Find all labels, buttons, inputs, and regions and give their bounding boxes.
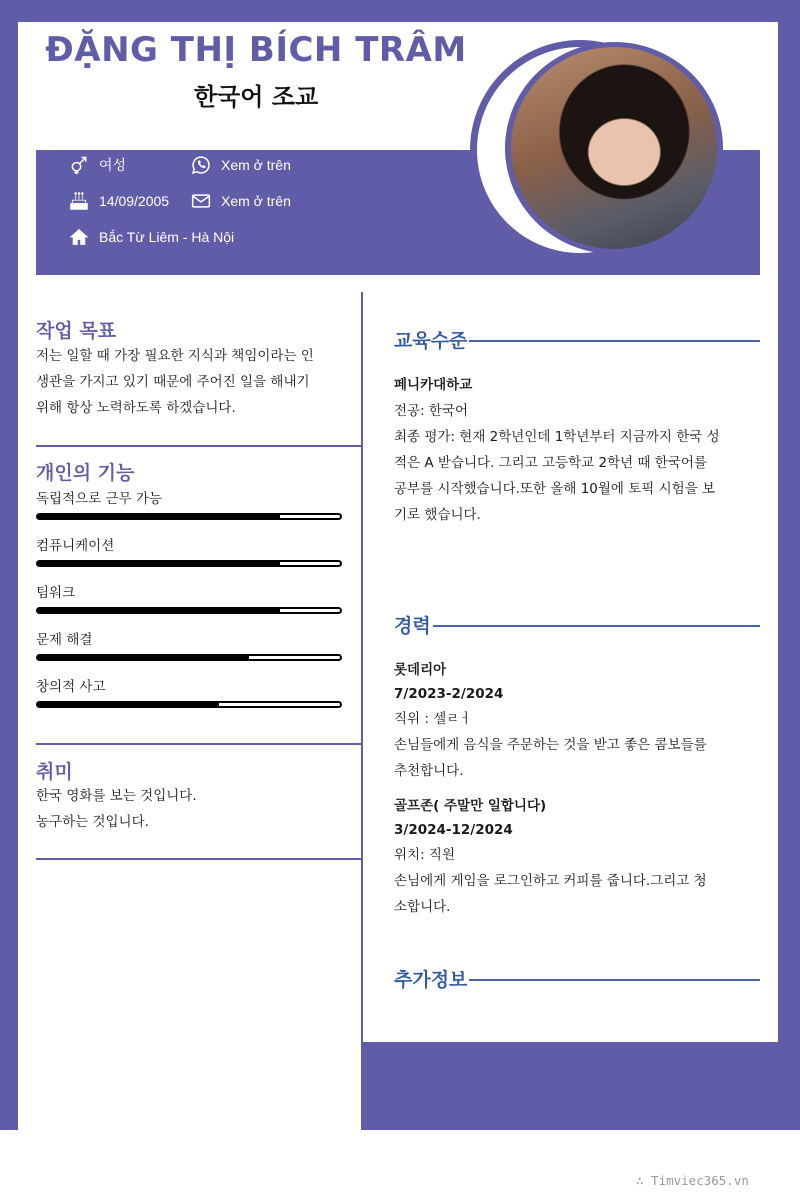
frame-top [0, 0, 800, 22]
heading-rule [469, 340, 760, 342]
education-desc [394, 424, 740, 528]
section-divider [36, 743, 361, 745]
contact-gender [68, 154, 126, 176]
objective-line: 위해 항상 노력하도록 하겠습니다. [36, 400, 236, 416]
column-divider [361, 292, 363, 1130]
watermark: ∴ Timviec365.vn [636, 1173, 749, 1188]
job-company: 롯데리아 [394, 662, 447, 678]
gender-text: 여성 [99, 157, 127, 173]
education-desc-line: 공부를 시작했습니다.또한 올해 10월에 토픽 시험을 보 [394, 481, 716, 497]
job-position: 위치: 직원 [394, 847, 456, 863]
gender-icon [68, 154, 90, 176]
birthday-text: 14/09/2005 [99, 193, 170, 209]
hobby-item: 농구하는 것입니다. [36, 814, 149, 830]
section-divider [36, 858, 361, 860]
education-heading [394, 326, 760, 353]
cake-icon [68, 190, 90, 212]
hobbies-list [36, 783, 342, 835]
skill-bar [36, 654, 342, 661]
job-company: 골프존( 주말만 일합니다) [394, 798, 547, 814]
frame-left [0, 0, 18, 1130]
job-desc-line: 소합니다. [394, 899, 451, 915]
contact-birthday [68, 190, 169, 212]
skill-bar [36, 701, 342, 708]
job-period: 7/2023-2/2024 [394, 686, 504, 702]
experience-heading [394, 611, 760, 638]
heading-rule [433, 625, 760, 627]
skill-bar-fill [38, 515, 280, 518]
skill-bar-fill [38, 656, 249, 659]
additional-heading [394, 965, 760, 992]
job-desc [394, 868, 740, 920]
education-desc-line: 최종 평가: 현재 2학년인데 1학년부터 지금까지 한국 성 [394, 429, 720, 445]
skill-label: 독립적으로 근무 가능 [36, 491, 162, 507]
objective-line: 저는 일할 때 가장 필요한 지식과 책임이라는 인 [36, 348, 314, 364]
education-title: 교육수준 [394, 330, 468, 352]
major: 전공: 한국어 [394, 403, 469, 419]
skills-title: 개인의 기능 [36, 462, 135, 484]
mail-icon [190, 190, 212, 212]
job-period: 3/2024-12/2024 [394, 822, 513, 838]
contact-address [68, 226, 234, 248]
skill-label: 문제 해결 [36, 632, 93, 648]
hobby-item: 한국 영화를 보는 것입니다. [36, 788, 197, 804]
candidate-name: ĐẶNG THỊ BÍCH TRÂM [45, 30, 467, 70]
objective-title: 작업 목표 [36, 320, 117, 342]
job-desc-line: 손님들에게 음식을 주문하는 것을 받고 좋은 콤보들를 [394, 737, 707, 753]
skill-label: 창의적 사고 [36, 679, 106, 695]
phone-text: Xem ở trên [221, 157, 291, 173]
hobbies-title: 취미 [36, 761, 73, 783]
candidate-role: 한국어 조교 [193, 83, 319, 111]
skill-bar [36, 607, 342, 614]
objective-text [36, 343, 342, 421]
profile-photo [511, 47, 717, 249]
skill-bar [36, 513, 342, 520]
section-divider [36, 445, 361, 447]
job-desc-line: 손님에게 게임을 로그인하고 커피를 줍니다.그리고 청 [394, 873, 707, 889]
objective-line: 생관을 가지고 있기 때문에 주어진 일을 해내기 [36, 374, 310, 390]
job-desc [394, 732, 740, 784]
frame-right [778, 0, 800, 1130]
job-desc-line: 추천합니다. [394, 763, 464, 779]
contact-email [190, 190, 291, 212]
school-name: 페니카대하교 [394, 377, 473, 393]
skill-bar-fill [38, 562, 280, 565]
additional-title: 추가정보 [394, 969, 468, 991]
job-position: 직위 : 셀ㄹㅓ [394, 711, 473, 727]
education-desc-line: 적은 A 받습니다. 그리고 고등학교 2학년 때 한국어를 [394, 455, 707, 471]
education-desc-line: 기로 했습니다. [394, 507, 481, 523]
skill-bar-fill [38, 609, 280, 612]
address-text: Bắc Từ Liêm - Hà Nội [99, 229, 235, 245]
phone-icon [190, 154, 212, 176]
home-icon [68, 226, 90, 248]
contact-phone [190, 154, 291, 176]
skill-bar-fill [38, 703, 219, 706]
skill-bar [36, 560, 342, 567]
email-text: Xem ở trên [221, 193, 291, 209]
heading-rule [469, 979, 760, 981]
frame-bottom-right [362, 1042, 800, 1130]
experience-title: 경력 [394, 615, 431, 637]
skill-label: 팀워크 [36, 585, 76, 601]
skill-label: 컴퓨니케이션 [36, 538, 115, 554]
